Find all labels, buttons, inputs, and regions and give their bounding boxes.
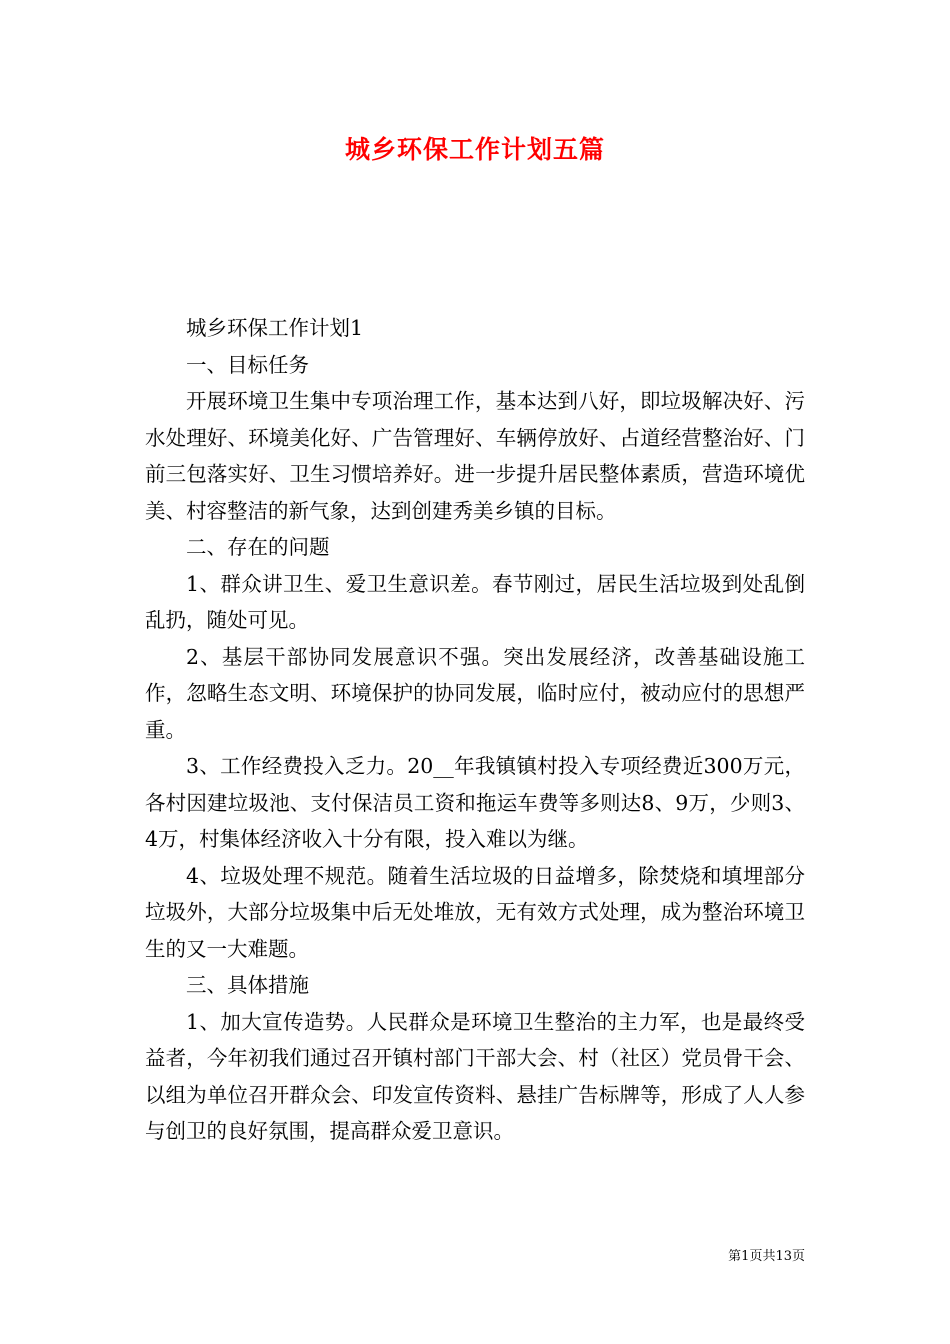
paragraph: 3、工作经费投入乏力。20__年我镇镇村投入专项经费近300万元，各村因建垃圾池、支付保洁员工资和拖运车费等多则达8、9万，少则3、4万，村集体经济收入十分有限，投入难以为继。 (145, 754, 805, 851)
paragraph: 4、垃圾处理不规范。随着生活垃圾的日益增多，除焚烧和填埋部分垃圾外，大部分垃圾集中后无处堆放，无有效方式处理，成为整治环境卫生的又一大难题。 (145, 863, 805, 961)
paragraph: 1、加大宣传造势。人民群众是环境卫生整治的主力军，也是最终受益者，今年初我们通过召开镇村部门干部大会、村（社区）党员骨干会、以组为单位召开群众会、印发宣传资料、悬挂广告标牌等，形成了人人参与创卫的良好氛围，提高群众爱卫意识。 (145, 1009, 805, 1143)
paragraph: 2、基层干部协同发展意识不强。突出发展经济，改善基础设施工作，忽略生态文明、环境保护的协同发展，临时应付，被动应付的思想严重。 (145, 644, 805, 742)
section-heading: 城乡环保工作计划1 (186, 316, 364, 340)
paragraph: 开展环境卫生集中专项治理工作，基本达到八好，即垃圾解决好、污水处理好、环境美化好、广告管理好、车辆停放好、占道经营整治好、门前三包落实好、卫生习惯培养好。进一步提升居民整体素质，营造环境优美、村容整洁的新气象，达到创建秀美乡镇的目标。 (145, 389, 805, 523)
document-title: 城乡环保工作计划五篇 (344, 135, 605, 164)
document-body (145, 310, 805, 1150)
section-heading: 一、目标任务 (186, 352, 309, 377)
paragraph: 1、群众讲卫生、爱卫生意识差。春节刚过，居民生活垃圾到处乱倒乱扔，随处可见。 (145, 571, 805, 632)
section-heading: 三、具体措施 (186, 973, 309, 997)
section-heading: 二、存在的问题 (186, 535, 330, 559)
page-number: 第1页共13页 (728, 1249, 805, 1264)
